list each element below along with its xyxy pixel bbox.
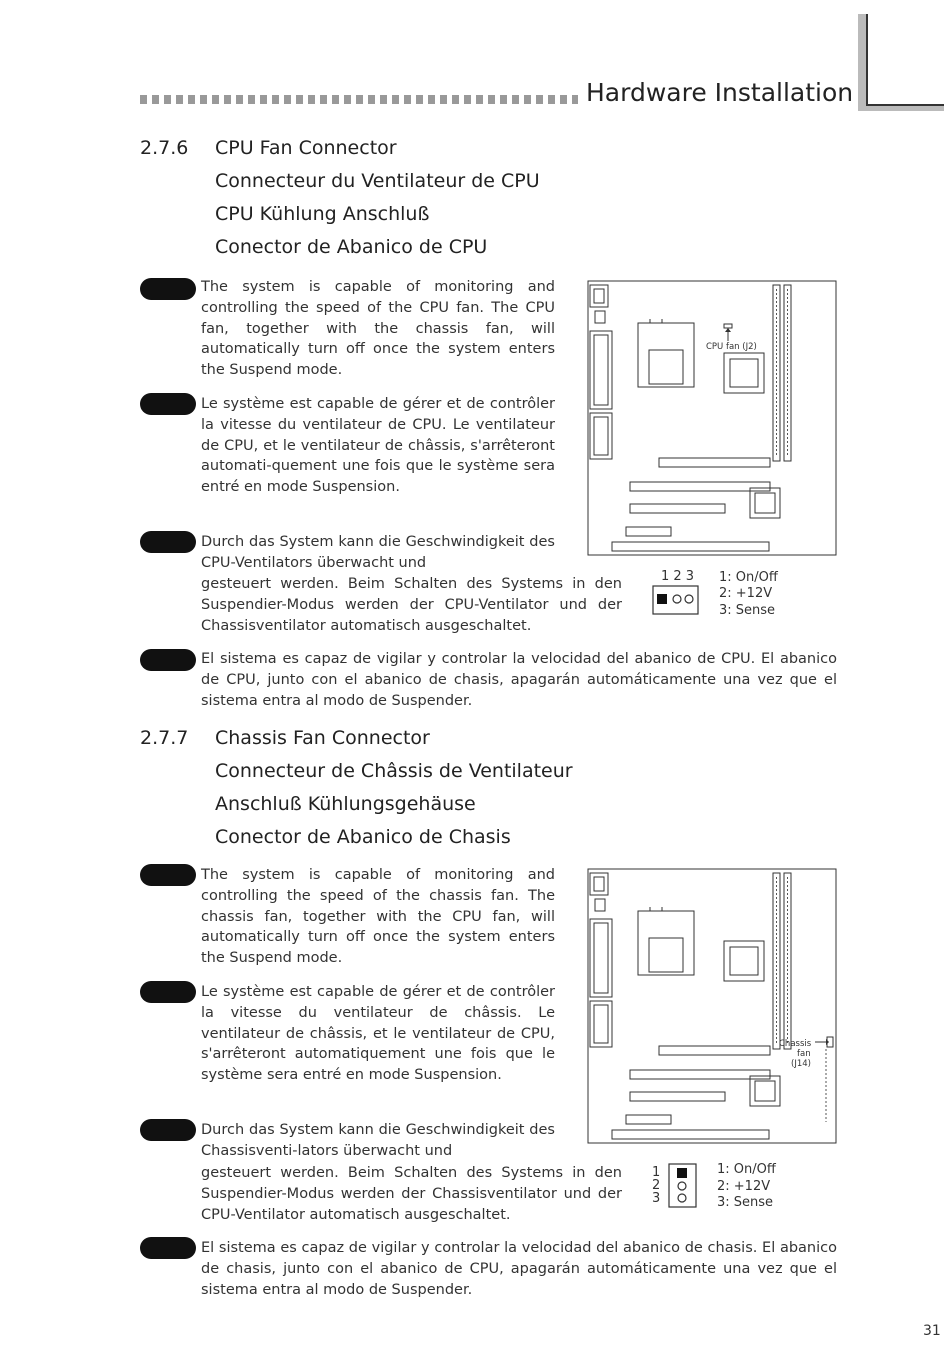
section-title-de: CPU Kühlung Anschluß [215, 203, 430, 225]
paragraph-es: El sistema es capaz de vigilar y controlar la velocidad del abanico de CPU. El abanico de CPU, junto con el abanico de chasis, apagarán automáticamente una vez que el sistema entra al modo de Suspender. [201, 651, 837, 709]
motherboard-diagram-chassis-fan [585, 867, 840, 1147]
header-dotted-rule [140, 95, 578, 104]
page-corner-mark [858, 14, 866, 111]
section-title-en: CPU Fan Connector [215, 137, 397, 159]
pin-1-label: 1: On/Off [717, 1162, 776, 1177]
chassis-fan-label-line2: fan [797, 1049, 811, 1059]
section-title-es: Conector de Abanico de Chasis [215, 826, 511, 848]
section-title-fr: Connecteur du Ventilateur de CPU [215, 170, 540, 192]
language-marker-en [140, 278, 196, 300]
language-marker-de [140, 1119, 196, 1141]
chassis-fan-label-line3: (J14) [791, 1059, 811, 1069]
pin-3-label: 3: Sense [719, 603, 776, 618]
page-number: 31 [923, 1323, 941, 1339]
pin-numbers: 1 2 3 [661, 569, 695, 584]
page-corner-shadow [858, 106, 944, 111]
language-marker-fr [140, 393, 196, 415]
language-marker-es [140, 1237, 196, 1259]
paragraph-de-part1: Durch das System kann die Geschwindigkeit des Chassisventi-lators überwacht und [201, 1122, 555, 1159]
paragraph-de-part1: Durch das System kann die Geschwindigkeit des CPU-Ventilators überwacht und [201, 534, 555, 571]
page-corner-line-vertical [866, 14, 868, 104]
language-marker-fr [140, 981, 196, 1003]
cpu-fan-connector-pinout [652, 585, 700, 615]
paragraph-en: The system is capable of monitoring and controlling the speed of the chassis fan. The chassis fan, together with the CPU fan, will automatically turn off once the system enters the Suspend mode. [201, 867, 555, 967]
section-title-de: Anschluß Kühlungsgehäuse [215, 793, 476, 815]
paragraph-de-part2: gesteuert werden. Beim Schalten des Systems in den Suspendier-Modus werden der Chassisventilator und der CPU-Ventilator automatisch ausgeschaltet. [201, 1165, 622, 1223]
section-number: 2.7.7 [140, 727, 189, 749]
pin-1-label: 1: On/Off [719, 570, 778, 585]
chassis-fan-label-line1: Chassis [779, 1039, 812, 1049]
pin-2-label: 2: +12V [717, 1179, 771, 1194]
language-marker-en [140, 864, 196, 886]
section-title-es: Conector de Abanico de CPU [215, 236, 488, 258]
pin-number-3: 3 [652, 1191, 661, 1206]
chassis-fan-connector-pinout [668, 1163, 698, 1209]
pin-3-label: 3: Sense [717, 1195, 774, 1210]
language-marker-es [140, 649, 196, 671]
section-title-fr: Connecteur de Châssis de Ventilateur [215, 760, 573, 782]
section-number: 2.7.6 [140, 137, 189, 159]
motherboard-diagram-cpu-fan [585, 279, 840, 559]
pin-2-label: 2: +12V [719, 586, 773, 601]
paragraph-en: The system is capable of monitoring and controlling the speed of the CPU fan. The CPU fan, together with the chassis fan, will automatically turn off once the system enters the Suspend mode. [201, 279, 555, 379]
paragraph-fr: Le système est capable de gérer et de contrôler la vitesse du ventilateur de CPU. Le ventilateur de CPU, et le ventilateur de châssis, s'arrêteront automati-quement une fois que le système sera entré en mode Suspension. [201, 396, 555, 496]
pin-number-2: 2 [652, 1178, 661, 1193]
section-title-en: Chassis Fan Connector [215, 727, 430, 749]
header-title: Hardware Installation [586, 78, 854, 107]
paragraph-fr: Le système est capable de gérer et de contrôler la vitesse du ventilateur de châssis. Le ventilateur de châssis, et le ventilateur de CPU, s'arrêteront automatiquement une fois que le système sera entré en mode Suspension. [201, 984, 555, 1084]
pin-number-1: 1 [652, 1165, 661, 1180]
cpu-fan-label: CPU fan (J2) [706, 342, 757, 352]
language-marker-de [140, 531, 196, 553]
paragraph-de-part2: gesteuert werden. Beim Schalten des Systems in den Suspendier-Modus werden der CPU-Ventilator und der Chassisventilator automatisch ausgeschaltet. [201, 576, 622, 634]
paragraph-es: El sistema es capaz de vigilar y controlar la velocidad del abanico de chasis. El abanico de chasis, junto con el abanico de CPU, apagarán automáticamente una vez que el sistema entra al modo de Suspender. [201, 1240, 837, 1298]
